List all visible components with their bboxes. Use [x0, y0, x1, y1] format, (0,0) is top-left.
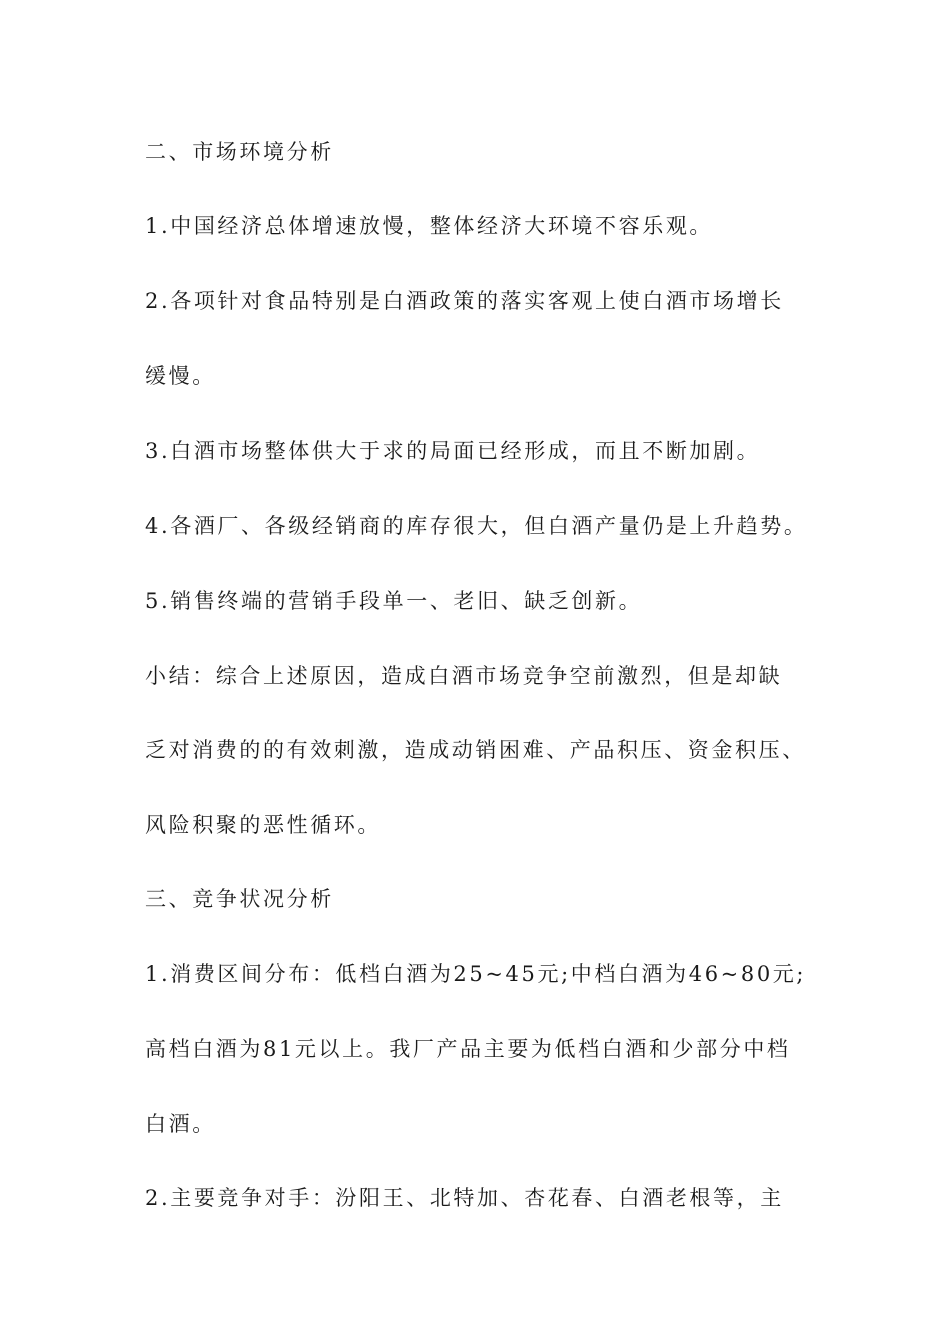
summary-line: 小结：综合上述原因，造成白酒市场竞争空前激烈，但是却缺	[145, 664, 783, 688]
paragraph-line: 5.销售终端的营销手段单一、老旧、缺乏创新。	[145, 589, 643, 613]
section-heading-competition: 三、竞争状况分析	[145, 887, 334, 911]
paragraph-line: 白酒。	[145, 1112, 216, 1136]
paragraph-line: 2.各项针对食品特别是白酒政策的落实客观上使白酒市场增长	[145, 289, 784, 313]
paragraph-line: 1.消费区间分布：低档白酒为25~45元;中档白酒为46~80元;	[145, 962, 807, 986]
section-heading-market-environment: 二、市场环境分析	[145, 140, 334, 164]
paragraph-line: 高档白酒为81元以上。我厂产品主要为低档白酒和少部分中档	[145, 1037, 791, 1061]
summary-line: 乏对消费的的有效刺激，造成动销困难、产品积压、资金积压、	[145, 738, 806, 762]
paragraph-line: 2.主要竞争对手：汾阳王、北特加、杏花春、白酒老根等，主	[145, 1186, 784, 1210]
paragraph-line: 1.中国经济总体增速放慢，整体经济大环境不容乐观。	[145, 214, 714, 238]
paragraph-line: 4.各酒厂、各级经销商的库存很大，但白酒产量仍是上升趋势。	[145, 514, 808, 538]
paragraph-line: 缓慢。	[145, 364, 216, 388]
summary-line: 风险积聚的恶性循环。	[145, 813, 381, 837]
paragraph-line: 3.白酒市场整体供大于求的局面已经形成，而且不断加剧。	[145, 439, 761, 463]
